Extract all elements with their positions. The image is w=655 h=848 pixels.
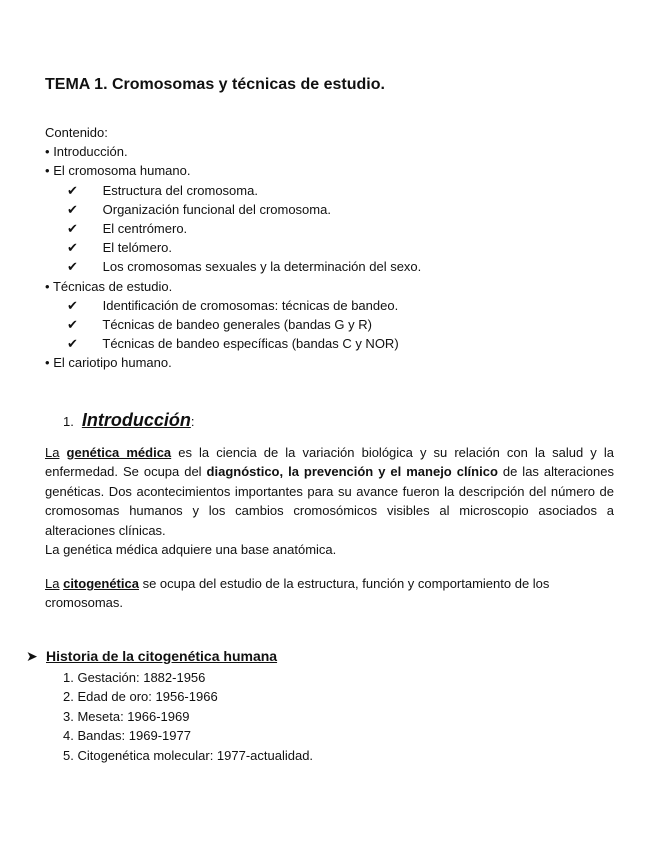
contents-subitem bbox=[45, 257, 421, 276]
contents-subitem bbox=[45, 238, 421, 257]
history-item: 1. Gestación: 1882-1956 bbox=[63, 670, 206, 685]
checkmark-icon: ✔ bbox=[67, 182, 78, 198]
bullet-icon: • bbox=[45, 163, 50, 179]
contents-subitem bbox=[45, 181, 421, 200]
history-heading bbox=[26, 648, 277, 665]
contents-subitem bbox=[45, 219, 421, 238]
section-number: 1. bbox=[63, 414, 74, 429]
paragraph-genetica-medica bbox=[45, 443, 614, 540]
checkmark-icon: ✔ bbox=[67, 201, 78, 217]
checkmark-icon: ✔ bbox=[67, 336, 78, 352]
document-title: TEMA 1. Cromosomas y técnicas de estudio. bbox=[45, 76, 385, 93]
checkmark-icon: ✔ bbox=[67, 259, 78, 275]
paragraph-citogenetica bbox=[45, 574, 614, 613]
contents-label: Contenido: bbox=[45, 125, 108, 140]
contents-item-cariotipo bbox=[45, 353, 421, 372]
term-genetica-medica: genética médica bbox=[66, 445, 172, 460]
checkmark-icon: ✔ bbox=[67, 297, 78, 313]
paragraph-lead: La bbox=[45, 445, 60, 460]
contents-item-label: Técnicas de estudio. bbox=[52, 278, 173, 294]
bold-phrase: diagnóstico, la prevención y el manejo clínico bbox=[206, 464, 498, 480]
contents-subitem-label: Técnicas de bandeo generales (bandas G y R) bbox=[102, 316, 372, 332]
contents-item-tecnicas bbox=[45, 277, 421, 296]
checkmark-icon: ✔ bbox=[67, 220, 78, 236]
contents-subitem-label: Estructura del cromosoma. bbox=[102, 182, 258, 198]
contents-list bbox=[45, 123, 421, 372]
contents-item-label: El cariotipo humano. bbox=[53, 355, 172, 371]
history-item: 2. Edad de oro: 1956-1966 bbox=[63, 689, 218, 705]
term-citogenetica: citogenética bbox=[63, 576, 139, 591]
contents-subitem bbox=[45, 334, 421, 353]
history-list bbox=[63, 668, 313, 765]
arrow-bullet-icon: ➤ bbox=[26, 648, 38, 664]
checkmark-icon: ✔ bbox=[67, 240, 78, 256]
contents-subitem bbox=[45, 315, 421, 334]
contents-subitem bbox=[45, 200, 421, 219]
paragraph-text: de las alteraciones genéticas. Dos acontecimientos importantes para su avance fueron la descripción del número de cromosomas humanos y los cambios cromosómicos visibles al microscopio asociados a alteraciones clínicas. bbox=[45, 464, 614, 538]
contents-subitem-label: Técnicas de bandeo específicas (bandas C y NOR) bbox=[102, 336, 399, 352]
history-item: 5. Citogenética molecular: 1977-actualidad. bbox=[63, 747, 314, 763]
contents-item-introduccion bbox=[45, 142, 421, 161]
contents-subitem bbox=[45, 296, 421, 315]
bullet-icon: • bbox=[45, 144, 50, 160]
contents-subitem-label: Identificación de cromosomas: técnicas de bandeo. bbox=[102, 297, 399, 313]
paragraph-text: es la ciencia de la variación biológica y su relación con la salud y la enfermedad. Se ocupa del bbox=[45, 445, 614, 480]
history-title: Historia de la citogenética humana bbox=[46, 648, 278, 664]
section-title: Introducción bbox=[81, 410, 191, 430]
intro-paragraph bbox=[45, 443, 614, 559]
paragraph-anatomica: La genética médica adquiere una base anatómica. bbox=[45, 542, 337, 558]
contents-item-cromosoma-humano bbox=[45, 161, 421, 180]
paragraph-text: se ocupa del estudio de la estructura, función y comportamiento de los cromosomas. bbox=[45, 576, 550, 611]
section-title-suffix: : bbox=[190, 414, 195, 429]
history-item: 3. Meseta: 1966-1969 bbox=[63, 708, 190, 724]
section-heading-introduccion bbox=[63, 410, 194, 431]
contents-item-label: El cromosoma humano. bbox=[53, 163, 191, 179]
contents-subitem-label: Organización funcional del cromosoma. bbox=[102, 201, 331, 217]
bullet-icon: • bbox=[45, 355, 50, 371]
checkmark-icon: ✔ bbox=[67, 316, 78, 332]
history-item: 4. Bandas: 1969-1977 bbox=[63, 728, 191, 744]
bullet-icon: • bbox=[45, 278, 50, 294]
contents-item-label: Introducción. bbox=[53, 144, 128, 160]
contents-subitem-label: El centrómero. bbox=[102, 220, 188, 236]
paragraph-lead: La bbox=[45, 576, 60, 591]
contents-subitem-label: El telómero. bbox=[102, 240, 172, 256]
contents-subitem-label: Los cromosomas sexuales y la determinación del sexo. bbox=[102, 259, 422, 275]
